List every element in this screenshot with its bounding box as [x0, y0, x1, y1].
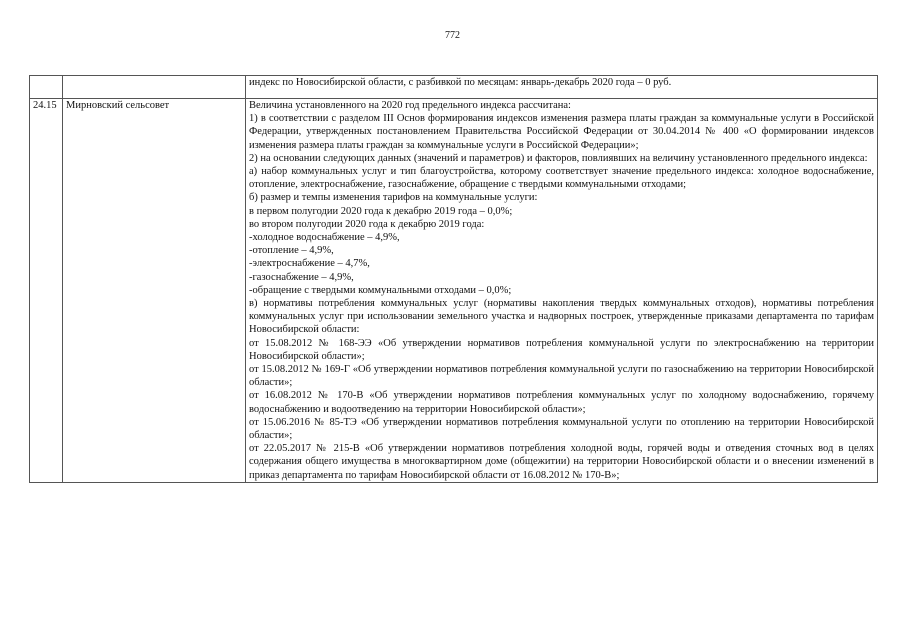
- paragraph: от 15.06.2016 № 85-ТЭ «Об утверждении нормативов потребления коммунальной услуги по отоплению на территории Новосибирской области»;: [249, 416, 874, 442]
- paragraph: во втором полугодии 2020 года к декабрю 2019 года:: [249, 218, 485, 230]
- municipality-cell: Мирновский сельсовет: [63, 99, 246, 483]
- description-cell: [246, 76, 878, 99]
- paragraph: индекс по Новосибирской области, с разбивкой по месяцам: январь-декабрь 2020 года – 0 руб.: [249, 77, 672, 88]
- paragraph: от 16.08.2012 № 170-В «Об утверждении нормативов потребления коммунальных услуг по холодному водоснабжению, горячему водоснабжению и водоотведению на территории Новосибирской области»;: [249, 390, 874, 415]
- municipality-cell: [63, 76, 246, 99]
- paragraph: б) размер и темпы изменения тарифов на коммунальные услуги:: [249, 192, 538, 204]
- document-table: [29, 75, 878, 483]
- row-number-cell: [30, 76, 63, 99]
- paragraph: от 15.08.2012 № 168-ЭЭ «Об утверждении нормативов потребления коммунальной услуги по электроснабжению на территории Новосибирской области»;: [249, 337, 874, 362]
- page-number: 772: [445, 30, 460, 41]
- paragraph: 2) на основании следующих данных (значений и параметров) и факторов, повлиявших на величину установленного предельного индекса:: [249, 152, 868, 164]
- row-number-cell: 24.15: [30, 99, 63, 483]
- paragraph: от 15.08.2012 № 169-Г «Об утверждении нормативов потребления коммунальной услуги по газоснабжению на территории Новосибирской области»;: [249, 364, 874, 389]
- paragraph: от 22.05.2017 № 215-В «Об утверждении нормативов потребления холодной воды, горячей воды и отведения сточных вод в целях содержания общего имущества в многоквартирном доме (общежитии) на территории Новосибирской области и о внесении изменений в приказ департамента по тарифам Новосибирской области от 16.08.2012 № 170-В»;: [249, 443, 874, 481]
- paragraph: -обращение с твердыми коммунальными отходами – 0,0%;: [249, 284, 512, 296]
- paragraph: в) нормативы потребления коммунальных услуг (нормативы накопления твердых коммунальных отходов), нормативы потребления коммунальных услуг при использовании земельного участка и надворных построек, утвержденные приказами департамента по тарифам Новосибирской области:: [249, 298, 874, 336]
- paragraph: -холодное водоснабжение – 4,9%,: [249, 232, 400, 244]
- paragraph: Величина установленного на 2020 год предельного индекса рассчитана:: [249, 100, 571, 111]
- paragraph: -газоснабжение – 4,9%,: [249, 271, 354, 283]
- paragraph: -электроснабжение – 4,7%,: [249, 258, 370, 270]
- table-row: [30, 99, 878, 483]
- paragraph: 1) в соответствии с разделом III Основ формирования индексов изменения размера платы граждан за коммунальные услуги в Российской Федерации, утвержденных постановлением Правительства Российской Федерации от 30.04.2014 № 400 «О формировании индексов изменения размера платы граждан за коммунальные услуги в Российской Федерации»;: [249, 113, 874, 151]
- description-cell: [246, 99, 878, 483]
- table-row: [30, 76, 878, 99]
- paragraph: -отопление – 4,9%,: [249, 245, 334, 257]
- paragraph: а) набор коммунальных услуг и тип благоустройства, которому соответствует значение предельного индекса: холодное водоснабжение, отопление, электроснабжение, газоснабжение, обращение с твердыми коммунальными отходами;: [249, 166, 874, 191]
- paragraph: в первом полугодии 2020 года к декабрю 2019 года – 0,0%;: [249, 205, 513, 217]
